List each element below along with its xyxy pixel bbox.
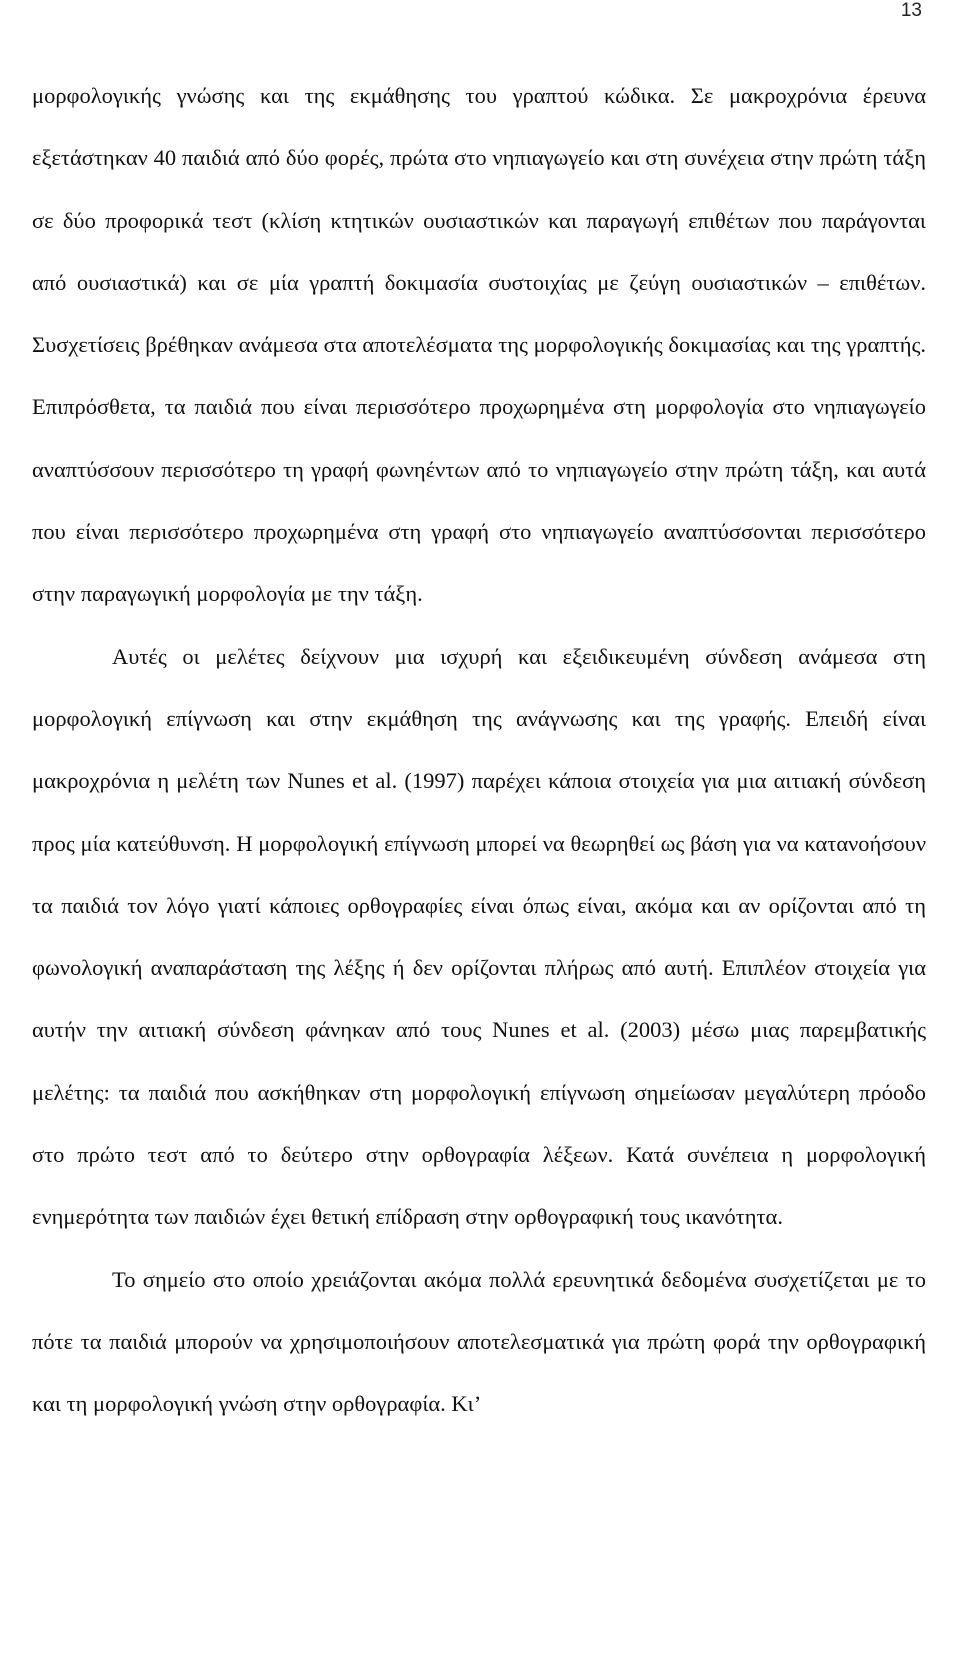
paragraph-3: Το σημείο στο οποίο χρειάζονται ακόμα πολλά ερευνητικά δεδομένα συσχετίζεται με το πότε τα παιδιά μπορούν να χρησιμοποιήσουν αποτελεσματικά για πρώτη φορά την ορθογραφική και τη μορφολογική γνώση στην ορθογραφία. Κι’ [32, 1266, 926, 1417]
document-body [32, 65, 926, 1436]
page-number: 13 [900, 0, 922, 21]
paragraph-2: Αυτές οι μελέτες δείχνουν μια ισχυρή και εξειδικευμένη σύνδεση ανάμεσα στη μορφολογική επίγνωση και στην εκμάθηση της ανάγνωσης και της γραφής. Επειδή είναι μακροχρόνια η μελέτη των Nunes et al. (1997) παρέχει κάποια στοιχεία για μια αιτιακή σύνδεση προς μία κατεύθυνση. Η μορφολογική επίγνωση μπορεί να θεωρηθεί ως βάση για να κατανοήσουν τα παιδιά τον λόγο γιατί κάποιες ορθογραφίες είναι όπως είναι, ακόμα και αν ορίζονται από τη φωνολογική αναπαράσταση της λέξης ή δεν ορίζονται πλήρως από αυτή. Επιπλέον στοιχεία για αυτήν την αιτιακή σύνδεση φάνηκαν από τους Nunes et al. (2003) μέσω μιας παρεμβατικής μελέτης: τα παιδιά που ασκήθηκαν στη μορφολογική επίγνωση σημείωσαν μεγαλύτερη πρόοδο στο πρώτο τεστ από το δεύτερο στην ορθογραφία λέξεων. Κατά συνέπεια η μορφολογική ενημερότητα των παιδιών έχει θετική επίδραση στην ορθογραφική τους ικανότητα. [32, 643, 926, 1230]
paragraph-1: μορφολογικής γνώσης και της εκμάθησης του γραπτού κώδικα. Σε μακροχρόνια έρευνα εξετάστηκαν 40 παιδιά από δύο φορές, πρώτα στο νηπιαγωγείο και στη συνέχεια στην πρώτη τάξη σε δύο προφορικά τεστ (κλίση κτητικών ουσιαστικών και παραγωγή επιθέτων που παράγονται από ουσιαστικά) και σε μία γραπτή δοκιμασία συστοιχίας με ζεύγη ουσιαστικών – επιθέτων. Συσχετίσεις βρέθηκαν ανάμεσα στα αποτελέσματα της μορφολογικής δοκιμασίας και της γραπτής. Επιπρόσθετα, τα παιδιά που είναι περισσότερο προχωρημένα στη μορφολογία στο νηπιαγωγείο αναπτύσσουν περισσότερο τη γραφή φωνηέντων από το νηπιαγωγείο στην πρώτη τάξη, και αυτά που είναι περισσότερο προχωρημένα στη γραφή στο νηπιαγωγείο αναπτύσσονται περισσότερο στην παραγωγική μορφολογία με την τάξη. [32, 83, 926, 607]
